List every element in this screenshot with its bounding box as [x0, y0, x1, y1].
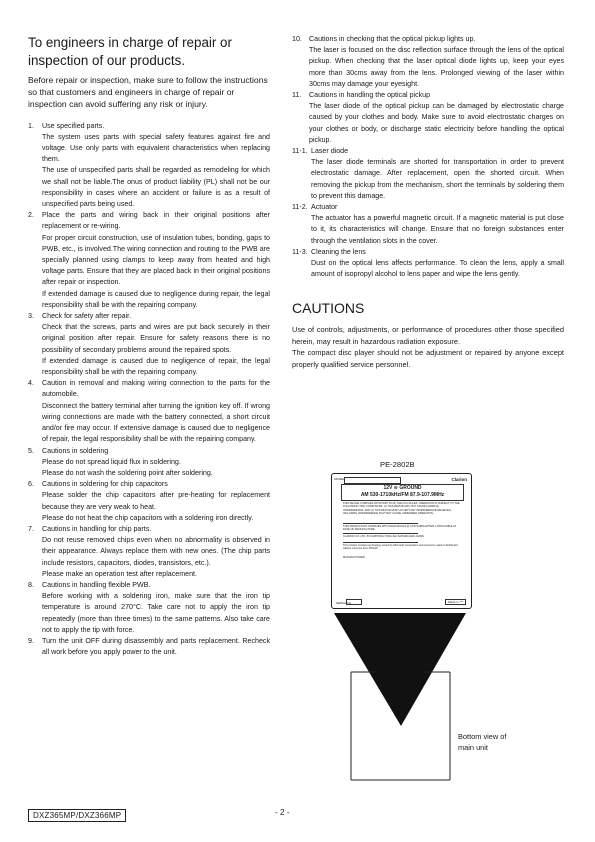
item-text: Please do not spread liquid flux in soldering.	[42, 457, 181, 466]
item-number: 10.	[292, 35, 302, 43]
item-number: 4.	[28, 379, 34, 388]
item-heading: Cautions in soldering	[42, 446, 109, 455]
item-text: Please make an operation test after replacement.	[42, 569, 197, 578]
plate-spec-line-2: AM 530-1710kHz/FM 87.9-107.9MHz	[360, 491, 445, 498]
item-number: 11.	[292, 91, 302, 100]
page-title: To engineers in charge of repair or inspection of our products.	[28, 35, 232, 68]
item-heading: Laser diode	[311, 147, 349, 156]
figure-caption: Bottom view of main unit	[458, 732, 507, 753]
item-number: 7.	[28, 524, 34, 533]
item-text: Please do not heat the chip capacitors with a soldering iron directly.	[42, 513, 254, 522]
item-number: 6.	[28, 480, 34, 489]
figure-label: PE-2802B	[380, 460, 415, 469]
item-heading: Cautions in handling the optical pickup	[309, 91, 431, 100]
plate-company-text: CLARION CO.,LTD. 50 KAMITODA,TODA-SHI,SAITAMA-KEN,JAPAN	[343, 535, 424, 538]
item-text: The actuator has a powerful magnetic circuit. If a magnetic material is put close to it, its characteristics will change. Ensure that no foreign substances enter through the ventilation slots in the cover.	[311, 214, 564, 245]
item-heading: Check for safety after repair.	[42, 312, 132, 321]
item-text: The laser diode of the optical pickup can be damaged by electrostatic charge caused by your clothes and body. Make sure to avoid electrostatic charges on your clothes or body, or discharge static electricity before handling the optical pickup.	[309, 102, 564, 144]
item-text: The use of unspecified parts shall be regarded as remodeling for which we shall not be liable.The onus of product liability (PL) shall not be our responsibility in cases where an accident or failure is as a result of unspecified parts being used.	[42, 166, 270, 209]
cautions-paragraph-1: Use of controls, adjustments, or performance of procedures other those specified herein, may result in hazardous radiation exposure.	[292, 325, 564, 346]
item-number: 11-3.	[292, 247, 308, 256]
item-text: Before working with a soldering iron, make sure that the iron tip temperature is around 270°C. Take care not to apply the iron tip repeatedly (more than three times) to the same patterns. Also take care not to apply the tip with force.	[42, 592, 270, 634]
item-text: For proper circuit construction, use of insulation tubes, bonding, gaps to PWB, etc., is involved.The wiring connection and routing to the PWB are specially planned using clamps to keep away from heated and high voltage parts. Ensure that they are placed back in their original positions after repair or inspection.	[42, 233, 270, 287]
plate-brand-logo: Clarion	[451, 477, 467, 482]
item-heading: Cautions in handling for chip parts.	[42, 524, 152, 533]
item-text: Disconnect the battery terminal after turning the ignition key off. If wrong wiring connections are made with the battery connected, a short circuit and/or fire may occur. If extensive damage is caused due to negligence of repair, the legal responsibility shall be with the repairing company.	[42, 401, 270, 444]
item-number: 11-1.	[292, 147, 308, 156]
plate-fcc-text: THIS DEVICE COMPLIES WITH PART 15 OF THE FCC RULES. OPERATION IS SUBJECT TO THE FOLLOWING TWO CONDITIONS: (1) THIS DEVICE MAY NOT CAUSE HARMFUL INTERFERENCE, AND (2) THIS DEVICE MUST ACCEPT ANY INTERFERENCE RECEIVED, INCLUDING INTERFERENCE THAT MAY CAUSE UNDESIRED OPERATION.	[343, 502, 460, 515]
item-text: The laser is focused on the disc reflection surface through the lens of the optical pickup. When checking that the laser optical diode lights up, keep your eyes more than 30cms away from the lens. Prolonged viewing of the laser within 30cms may damage your eyesight.	[309, 46, 564, 88]
item-heading: Use specified parts.	[42, 121, 105, 130]
plate-made-in: Made in ***	[445, 599, 466, 605]
item-text: If extended damage is caused due to negligence during repair, the legal responsibility shall be with the repairing company.	[42, 289, 270, 309]
cautions-heading: CAUTIONS	[292, 300, 365, 317]
intro-paragraph: Before repair or inspection, make sure to follow the instructions so that customers and engineers in charge of repair or inspection can avoid suffering any risk or injury.	[28, 75, 268, 110]
item-heading: Cautions in handling flexible PWB.	[42, 580, 151, 589]
plate-serial-label: SERIAL No.	[336, 601, 353, 605]
plate-spec-line-1: 12V ⊖ GROUND	[383, 485, 422, 491]
page-number: - 2 -	[275, 808, 290, 817]
footer-model-number: DXZ365MP/DXZ366MP	[28, 809, 126, 822]
item-heading: Cleaning the lens	[311, 247, 366, 256]
item-text: Do not reuse removed chips even when no abnormality is observed in their appearance. Always replace them with new ones. (The chip parts include resistors, capacitors, diodes, transistors, etc.).	[42, 536, 270, 567]
item-number: 3.	[28, 312, 34, 321]
item-number: 2.	[28, 211, 34, 220]
item-number: 1.	[28, 121, 34, 130]
item-text: Please solder the chip capacitors after pre-heating for replacement because they are very weak to heat.	[42, 491, 270, 511]
plate-license-text: This product contains technology owned by Microsoft Corporation and cannot be used or distributed without a license from MSLGP	[343, 544, 458, 551]
item-heading: Caution in removal and making wiring connection to the parts for the automobile.	[42, 379, 270, 399]
item-number: 9.	[28, 636, 34, 645]
item-text: Dust on the optical lens affects performance. To clean the lens, apply a small amount of isopropyl alcohol to lens paper and wipe the lens gently.	[311, 259, 564, 279]
item-heading: Turn the unit OFF during disassembly and parts replacement. Recheck all work before you apply power to the unit.	[42, 636, 270, 657]
cautions-paragraph-2: The compact disc player should not be adjustment or repaired by anyone except properly qualified service personnel.	[292, 348, 564, 369]
item-text: Check that the screws, parts and wires are put back securely in their original position after repair. Ensure for safety reasons there is no possibility of secondary problems around the repaired spots.	[42, 323, 270, 354]
plate-model-label: MODEL	[334, 477, 345, 481]
plate-dhhs-text: THIS PRODUCTION COMPLIES WITH DHHS RULES 21 CFR SUBCHAPTER J APPLICABLE AT DATE OF MANUFACTURE.	[343, 525, 457, 532]
item-number: 11-2.	[292, 203, 308, 212]
item-number: 8.	[28, 580, 34, 589]
item-text: Please do not wash the soldering point after soldering.	[42, 468, 213, 477]
plate-manufactured: MANUFACTURED:	[343, 556, 366, 559]
item-heading: Cautions in checking that the optical pickup lights up.	[309, 35, 476, 43]
item-number: 5.	[28, 446, 34, 455]
item-heading: Cautions in soldering for chip capacitors	[42, 480, 168, 489]
item-text: If extended damage is caused due to negligence of repair, the legal responsibility shall be with the repairing company.	[42, 356, 270, 377]
item-text: The laser diode terminals are shorted for transportation in order to prevent electrostatic damage. After replacement, open the shorted circuit. When removing the pickup from the mechanism, short the terminals by soldering them to prevent this damage.	[311, 158, 564, 200]
pointer-triangle	[334, 613, 466, 726]
item-heading: Place the parts and wiring back in their original positions after replacement or re-wiring.	[42, 211, 270, 231]
item-heading: Actuator	[311, 203, 338, 212]
item-text: The system uses parts with special safety features against fire and voltage. Use only parts with equivalent characteristics when replacing them.	[42, 132, 270, 164]
